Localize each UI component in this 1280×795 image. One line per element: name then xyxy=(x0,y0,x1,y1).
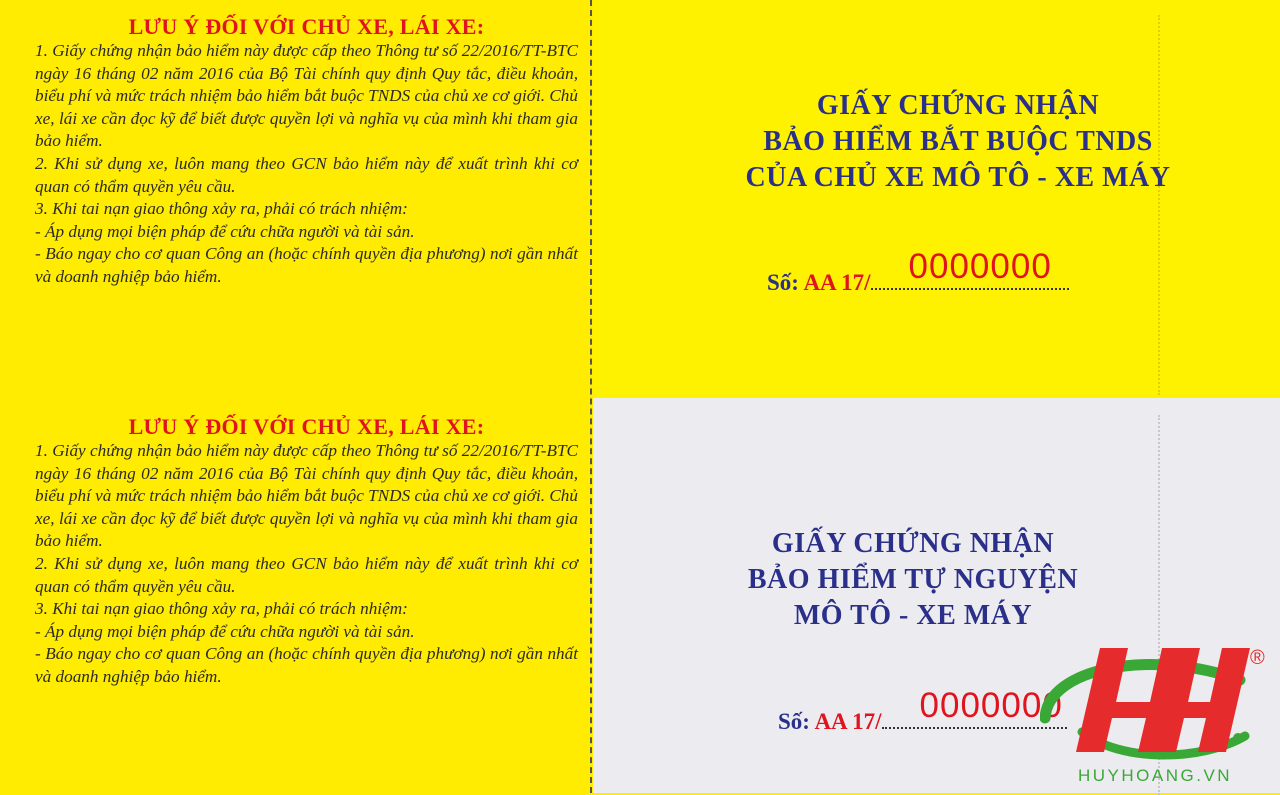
certificate-title-line-1: GIẤY CHỨNG NHẬN xyxy=(816,90,1100,121)
compulsory-certificate-title xyxy=(593,88,1280,196)
notice-title: LƯU Ý ĐỐI VỚI CHỦ XE, LÁI XE: xyxy=(128,414,485,439)
perforation-line xyxy=(590,0,592,793)
notice-item-4: - Áp dụng mọi biện pháp để cứu chữa người và tài sản. xyxy=(35,221,415,241)
notice-item-1: 1. Giấy chứng nhận bảo hiểm này được cấp theo Thông tư số 22/2016/TT-BTC ngày 16 tháng 02 năm 2016 của Bộ Tài chính quy định Quy tắc, điều khoản, biểu phí và mức trách nhiệm bảo hiểm bắt buộc TNDS của chủ xe cơ giới. Chủ xe, lái xe cần đọc kỹ để biết được quyền lợi và nghĩa vụ của mình khi tham gia bảo hiểm. xyxy=(35,441,578,551)
notice-item-4: - Áp dụng mọi biện pháp để cứu chữa người và tài sản. xyxy=(35,621,415,641)
notice-block-bottom xyxy=(35,414,578,689)
serial-dotted-line xyxy=(882,686,1067,729)
serial-number-value: 0000000 xyxy=(919,686,1063,725)
dotted-guide-top xyxy=(1158,15,1160,395)
serial-code: AA 17/ xyxy=(814,709,882,734)
notice-item-5: - Báo ngay cho cơ quan Công an (hoặc chính quyền địa phương) nơi gần nhất và doanh nghiệp bảo hiểm. xyxy=(35,644,578,686)
certificate-title-line-2: BẢO HIỂM TỰ NGUYỆN xyxy=(747,564,1079,595)
brand-website: HUYHOANG.VN xyxy=(1078,766,1233,785)
serial-label: Số: xyxy=(767,270,799,295)
certificate-title-line-2: BẢO HIỂM BẮT BUỘC TNDS xyxy=(763,126,1153,157)
compulsory-certificate-panel xyxy=(593,0,1280,398)
serial-label: Số: xyxy=(778,709,810,734)
notice-item-3: 3. Khi tai nạn giao thông xảy ra, phải có trách nhiệm: xyxy=(35,199,408,219)
notice-item-2: 2. Khi sử dụng xe, luôn mang theo GCN bảo hiểm này để xuất trình khi cơ quan có thẩm quyền yêu cầu. xyxy=(35,153,578,196)
notice-title: LƯU Ý ĐỐI VỚI CHỦ XE, LÁI XE: xyxy=(128,14,485,39)
notice-item-3: 3. Khi tai nạn giao thông xảy ra, phải có trách nhiệm: xyxy=(35,599,408,619)
certificate-title-line-1: GIẤY CHỨNG NHẬN xyxy=(771,528,1055,559)
notice-item-1: 1. Giấy chứng nhận bảo hiểm này được cấp theo Thông tư số 22/2016/TT-BTC ngày 16 tháng 02 năm 2016 của Bộ Tài chính quy định Quy tắc, điều khoản, biểu phí và mức trách nhiệm bảo hiểm bắt buộc TNDS của chủ xe cơ giới. Chủ xe, lái xe cần đọc kỹ để biết được quyền lợi và nghĩa vụ của mình khi tham gia bảo hiểm. xyxy=(35,41,578,151)
certificate-title-line-3: CỦA CHỦ XE MÔ TÔ - XE MÁY xyxy=(745,162,1171,193)
voluntary-certificate-title xyxy=(593,526,1233,634)
serial-code: AA 17/ xyxy=(803,270,871,295)
notice-block-top xyxy=(35,14,578,289)
serial-dotted-line xyxy=(871,247,1069,290)
compulsory-serial-number xyxy=(767,247,1069,296)
registered-mark: ® xyxy=(1250,647,1265,669)
serial-number-value: 0000000 xyxy=(908,247,1052,286)
notice-item-2: 2. Khi sử dụng xe, luôn mang theo GCN bảo hiểm này để xuất trình khi cơ quan có thẩm quyền yêu cầu. xyxy=(35,553,578,596)
notice-item-5: - Báo ngay cho cơ quan Công an (hoặc chính quyền địa phương) nơi gần nhất và doanh nghiệp bảo hiểm. xyxy=(35,244,578,286)
voluntary-serial-number xyxy=(778,686,1067,735)
certificate-title-line-3: MÔ TÔ - XE MÁY xyxy=(793,600,1033,631)
